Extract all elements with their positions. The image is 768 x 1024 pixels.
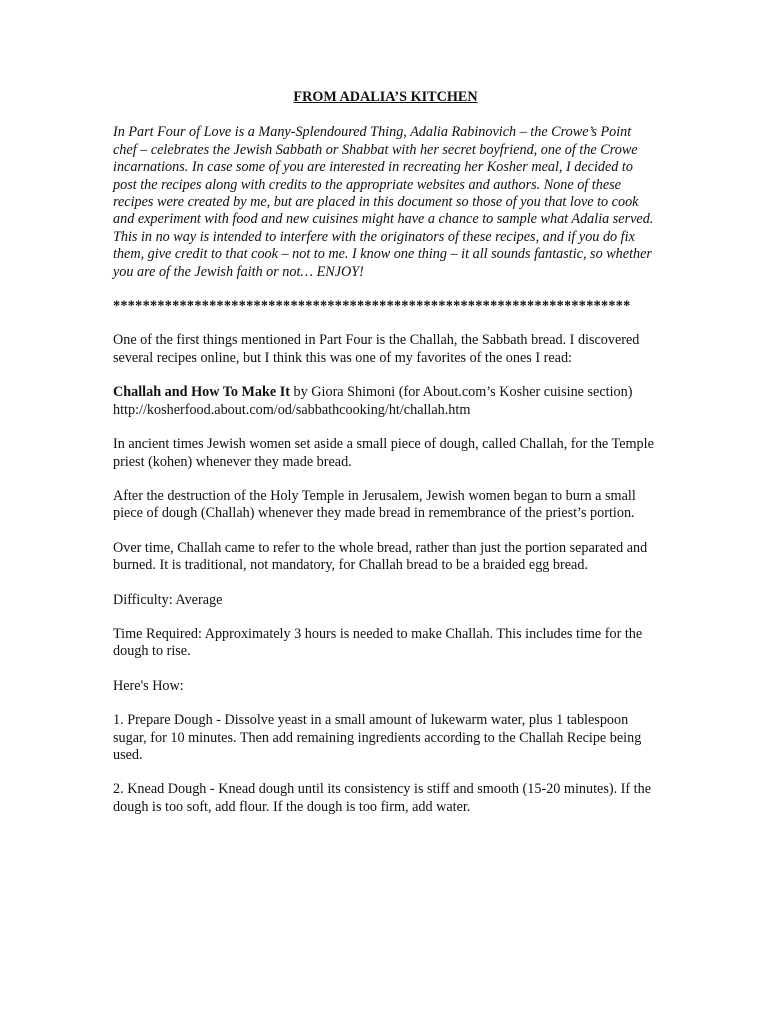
paragraph-destruction: After the destruction of the Holy Temple in Jerusalem, Jewish women began to burn a small piece of dough (Challah) whenever they made bread in remembrance of the priest’s portion. <box>113 487 636 522</box>
document-body <box>113 89 658 833</box>
difficulty-line: Difficulty: Average <box>113 591 223 608</box>
step-knead-dough: 2. Knead Dough - Knead dough until its consistency is stiff and smooth (15-20 minutes). If the dough is too soft, add flour. If the dough is too firm, add water. <box>113 781 651 815</box>
heres-how-heading: Here's How: <box>113 677 184 694</box>
step-prepare-dough: 1. Prepare Dough - Dissolve yeast in a small amount of lukewarm water, plus 1 tablespoon sugar, for 10 minutes. Then add remaining ingredients according to the Challah Recipe being used. <box>113 712 642 763</box>
asterisk-separator: ********************************************************************** <box>113 298 631 315</box>
intro-paragraph: In Part Four of Love is a Many-Splendoured Thing, Adalia Rabinovich – the Crowe’s Point chef – celebrates the Jewish Sabbath or Shabbat with her secret boyfriend, one of the Crowe incarnations. In case some of you are interested in recreating her Kosher meal, I decided to post the recipes along with credits to the appropriate websites and authors. None of these recipes were created by me, but are placed in this document so those of you that love to cook and experiment with food and new cuisines might have a chance to sample what Adalia served. This in no way is intended to interfere with the originators of these recipes, and if you do fix them, give credit to that cook – not to me. I know one thing – it all sounds fantastic, so whether you are of the Jewish faith or not… ENJOY! <box>113 124 654 280</box>
document-title: FROM ADALIA’S KITCHEN <box>293 89 478 105</box>
time-required-line: Time Required: Approximately 3 hours is needed to make Challah. This includes time for the dough to rise. <box>113 625 643 660</box>
recipe-heading-paragraph <box>113 384 658 419</box>
paragraph-first-things: One of the first things mentioned in Part Four is the Challah, the Sabbath bread. I discovered several recipes online, but I think this was one of my favorites of the ones I read: <box>113 332 640 366</box>
paragraph-ancient-times: In ancient times Jewish women set aside a small piece of dough, called Challah, for the Temple priest (kohen) whenever they made bread. <box>113 436 654 470</box>
recipe-title: Challah and How To Make It <box>113 384 290 401</box>
paragraph-over-time: Over time, Challah came to refer to the whole bread, rather than just the portion separated and burned. It is traditional, not mandatory, for Challah bread to be a braided egg bread. <box>113 539 648 574</box>
recipe-credit: by Giora Shimoni (for About.com’s Kosher cuisine section) http://kosherfood.about.com/od/sabbathcooking/ht/challah.htm <box>113 384 633 418</box>
